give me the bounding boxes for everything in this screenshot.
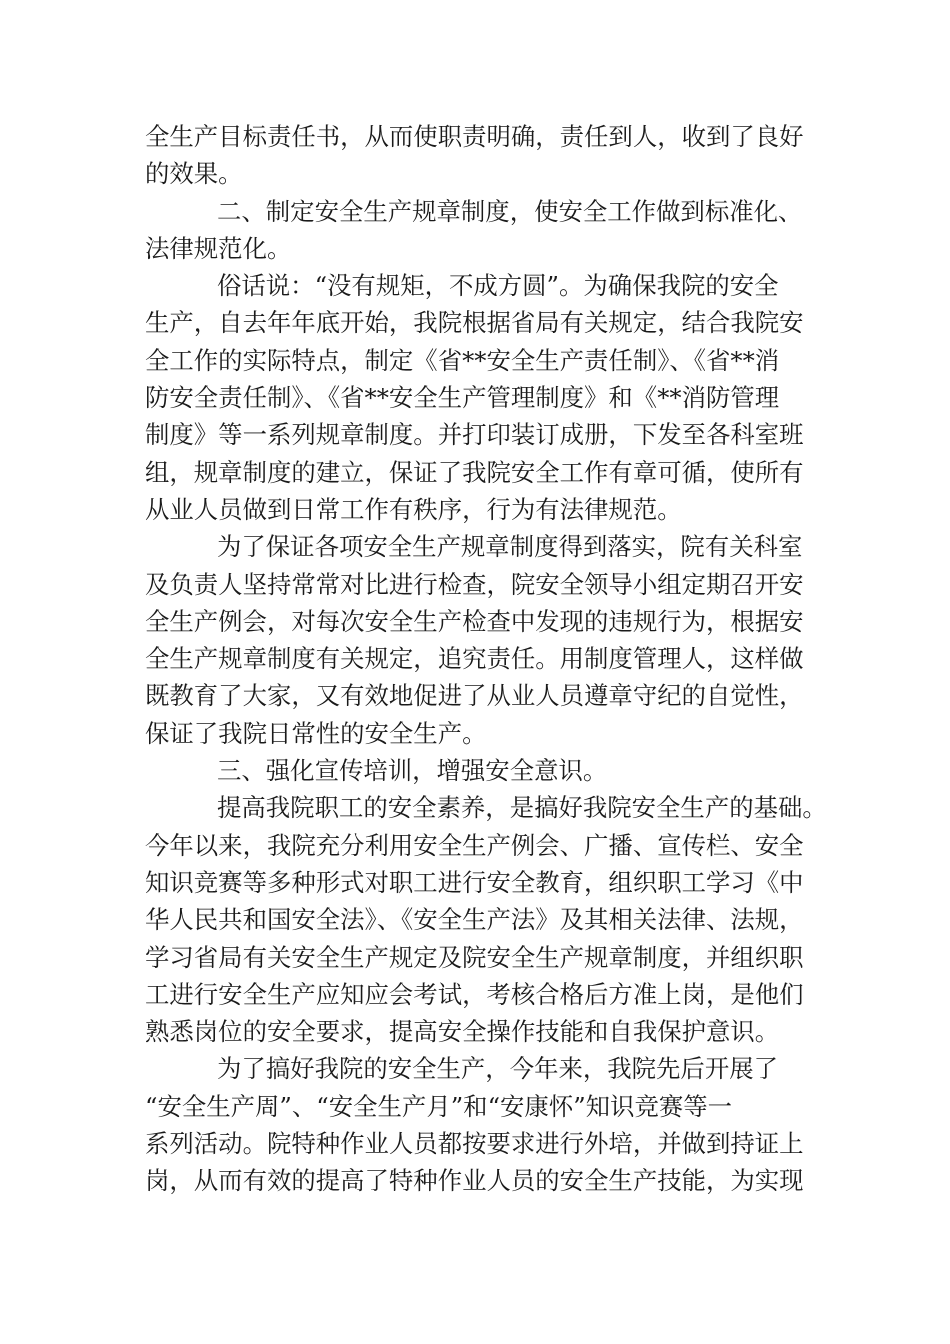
text-line: 知识竞赛等多种形式对职工进行安全教育，组织职工学习《中 xyxy=(145,867,804,897)
text-line: 三、强化宣传培训，增强安全意识。 xyxy=(217,756,608,786)
text-line: 俗话说：“没有规矩，不成方圆”。为确保我院的安全 xyxy=(217,271,779,301)
text-line: 工进行安全生产应知应会考试，考核合格后方准上岗，是他们 xyxy=(145,979,804,1009)
text-line: 生产，自去年年底开始，我院根据省局有关规定，结合我院安 xyxy=(145,308,804,338)
document-body xyxy=(145,118,827,1200)
text-line: 全工作的实际特点，制定《省**安全生产责任制》、《省**消 xyxy=(145,345,780,375)
text-line: 学习省局有关安全生产规定及院安全生产规章制度，并组织职 xyxy=(145,942,804,972)
text-line: 保证了我院日常性的安全生产。 xyxy=(145,718,487,748)
text-line: 法律规范化。 xyxy=(145,233,292,263)
text-line: 全生产目标责任书，从而使职责明确，责任到人，收到了良好 xyxy=(145,122,804,151)
text-line: 全生产规章制度有关规定，追究责任。用制度管理人，这样做 xyxy=(145,644,804,674)
text-line: 熟悉岗位的安全要求，提高安全操作技能和自我保护意识。 xyxy=(145,1017,780,1047)
text-line: 提高我院职工的安全素养，是搞好我院安全生产的基础。 xyxy=(217,793,827,823)
text-line: 组，规章制度的建立，保证了我院安全工作有章可循，使所有 xyxy=(145,457,804,487)
text-line: 既教育了大家，又有效地促进了从业人员遵章守纪的自觉性， xyxy=(145,681,804,711)
text-line: 防安全责任制》、《省**安全生产管理制度》和《**消防管理 xyxy=(145,383,780,413)
text-line: 制度》等一系列规章制度。并打印装订成册，下发至各科室班 xyxy=(145,420,804,450)
text-line: 为了保证各项安全生产规章制度得到落实，院有关科室 xyxy=(217,532,803,562)
text-line: 系列活动。院特种作业人员都按要求进行外培，并做到持证上 xyxy=(145,1129,804,1159)
text-line: 岗，从而有效的提高了特种作业人员的安全生产技能，为实现 xyxy=(145,1166,804,1196)
text-line: 全生产例会，对每次安全生产检查中发现的违规行为，根据安 xyxy=(145,606,804,636)
text-line: 今年以来，我院充分利用安全生产例会、广播、宣传栏、安全 xyxy=(145,830,804,860)
text-line: 为了搞好我院的安全生产，今年来，我院先后开展了 xyxy=(217,1054,778,1084)
text-line: 华人民共和国安全法》、《安全生产法》及其相关法律、法规， xyxy=(145,905,804,935)
text-line: 的效果。 xyxy=(145,159,243,189)
text-line: 从业人员做到日常工作有秩序，行为有法律规范。 xyxy=(145,494,682,524)
text-line: 及负责人坚持常常对比进行检查，院安全领导小组定期召开安 xyxy=(145,569,804,599)
text-line: 二、制定安全生产规章制度，使安全工作做到标准化、 xyxy=(217,196,803,226)
text-line: “安全生产周”、“安全生产月”和“安康怀”知识竞赛等一 xyxy=(145,1091,733,1121)
